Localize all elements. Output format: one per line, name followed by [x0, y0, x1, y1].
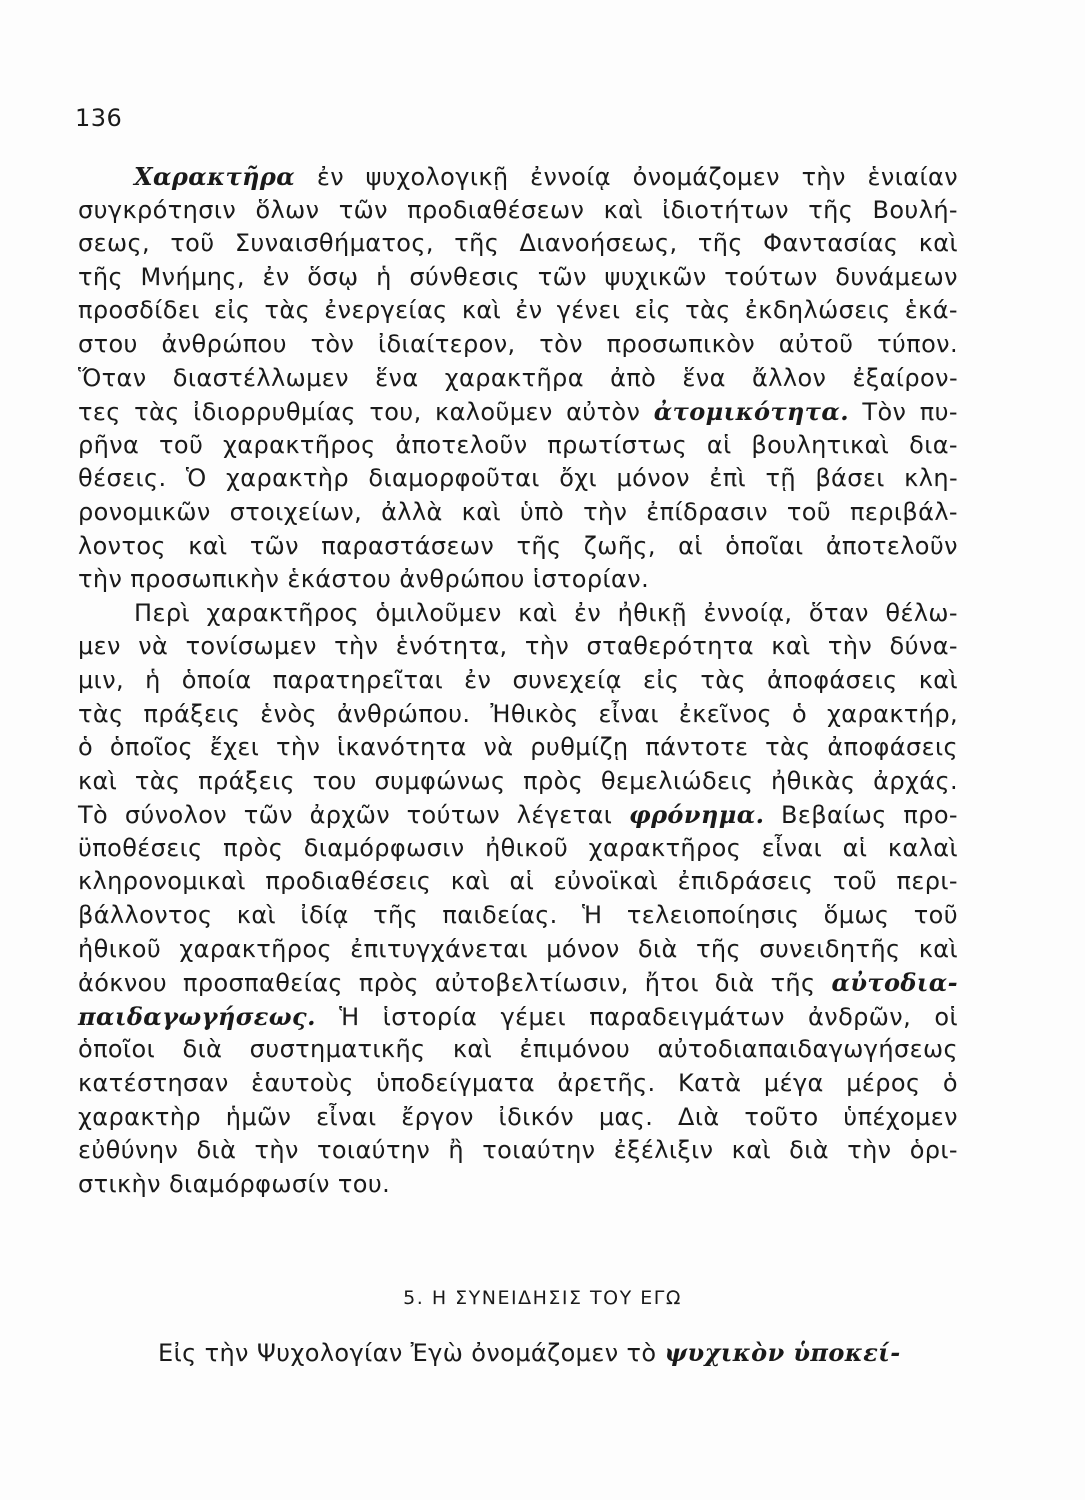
text-span: Εἰς τὴν Ψυχολογίαν Ἐγὼ ὀνομάζομεν τὸ [158, 1339, 665, 1367]
text-line [158, 1336, 930, 1370]
text-line [78, 798, 958, 832]
text-line: λοντος καὶ τῶν παραστάσεων τῆς ζωῆς, αἱ ὁποῖαι ἀποτελοῦν [78, 531, 958, 560]
text-line: θέσεις. Ὁ χαρακτὴρ διαμορφοῦται ὄχι μόνον ἐπὶ τῇ βάσει κλη- [78, 464, 958, 493]
main-text [78, 160, 958, 1201]
emphasized-term: φρόνημα. [628, 800, 765, 830]
text-line: τὴν προσωπικὴν ἑκάστου ἀνθρώπου ἱστορίαν. [78, 565, 650, 594]
text-line: προσδίδει εἰς τὰς ἐνεργείας καὶ ἐν γένει εἰς τὰς ἐκδηλώσεις ἑκά- [78, 296, 958, 325]
text-span: Ἡ ἱστορία γέμει παραδειγμάτων ἀνδρῶν, οἱ [315, 1002, 958, 1031]
text-line: Περὶ χαρακτῆρος ὁμιλοῦμεν καὶ ἐν ἠθικῇ ἐννοίᾳ, ὅταν θέλω- [134, 598, 958, 627]
text-line: τῆς Μνήμης, ἐν ὅσῳ ἡ σύνθεσις τῶν ψυχικῶν τούτων δυνάμεων [78, 262, 958, 291]
text-line: Ὅταν διαστέλλωμεν ἕνα χαρακτῆρα ἀπὸ ἕνα ἄλλον ἐξαίρον- [78, 363, 958, 392]
text-line: ϋποθέσεις πρὸς διαμόρφωσιν ἠθικοῦ χαρακτῆρος εἶναι αἱ καλαὶ [78, 833, 958, 862]
text-span: Βεβαίως προ- [764, 801, 958, 830]
text-line: συγκρότησιν ὅλων τῶν προδιαθέσεων καὶ ἰδιοτήτων τῆς Βουλή- [78, 195, 958, 224]
page-number: 136 [75, 104, 123, 132]
text-line: στου ἀνθρώπου τὸν ἰδιαίτερον, τὸν προσωπικὸν αὐτοῦ τύπον. [78, 329, 958, 358]
text-line [78, 966, 958, 1000]
text-line [78, 395, 958, 429]
text-line: ρονομικῶν στοιχείων, ἀλλὰ καὶ ὑπὸ τὴν ἐπίδρασιν τοῦ περιβάλ- [78, 497, 958, 526]
text-line: ὁποῖοι διὰ συστηματικῆς καὶ ἐπιμόνου αὐτοδιαπαιδαγωγήσεως [78, 1035, 958, 1064]
text-line: στικὴν διαμόρφωσίν του. [78, 1169, 391, 1198]
text-line: ὁ ὁποῖος ἔχει τὴν ἱκανότητα νὰ ρυθμίζῃ πάντοτε τὰς ἀποφάσεις [78, 733, 958, 762]
text-line [78, 160, 958, 194]
text-line: καὶ τὰς πράξεις του συμφώνως πρὸς θεμελιώδεις ἠθικὰς ἀρχάς. [78, 766, 958, 795]
text-line: βάλλοντος καὶ ἰδίᾳ τῆς παιδείας. Ἡ τελειοποίησις ὅμως τοῦ [78, 901, 958, 930]
text-line: εὐθύνην διὰ τὴν τοιαύτην ἢ τοιαύτην ἐξέλιξιν καὶ διὰ τὴν ὁρι- [78, 1136, 958, 1165]
text-line: ρῆνα τοῦ χαρακτῆρος ἀποτελοῦν πρωτίστως αἱ βουλητικαὶ δια- [78, 430, 958, 459]
paragraph-character-psychology [78, 160, 958, 597]
text-line: μεν νὰ τονίσωμεν τὴν ἑνότητα, τὴν σταθερότητα καὶ τὴν δύνα- [78, 632, 958, 661]
text-span: ἐν ψυχολογικῇ ἐννοίᾳ ὀνομάζομεν τὴν ἑνιαίαν [295, 163, 958, 191]
text-line: μιν, ἡ ὁποία παρατηρεῖται ἐν συνεχείᾳ εἰς τὰς ἀποφάσεις καὶ [78, 665, 958, 694]
text-span: Τὸ σύνολον τῶν ἀρχῶν τούτων λέγεται [78, 801, 629, 830]
emphasized-term: αὐτοδια- [831, 968, 958, 998]
text-line: σεως, τοῦ Συναισθήματος, τῆς Διανοήσεως, τῆς Φαντασίας καὶ [78, 229, 958, 258]
text-line [78, 1000, 958, 1034]
emphasized-term: ἀτομικότητα. [653, 397, 849, 427]
text-line: κατέστησαν ἑαυτοὺς ὑποδείγματα ἀρετῆς. Κατὰ μέγα μέρος ὁ [78, 1069, 958, 1098]
emphasized-term: ψυχικὸν ὑποκεί- [664, 1338, 901, 1367]
text-line: χαρακτὴρ ἡμῶν εἶναι ἔργον ἰδικόν μας. Διὰ τοῦτο ὑπέχομεν [78, 1102, 958, 1131]
text-line: ἠθικοῦ χαρακτῆρος ἐπιτυγχάνεται μόνον διὰ τῆς συνειδητῆς καὶ [78, 934, 958, 963]
text-line: κληρονομικαὶ προδιαθέσεις καὶ αἱ εὐνοϊκαὶ ἐπιδράσεις τοῦ περι- [78, 867, 958, 896]
paragraph-ego-consciousness [158, 1336, 930, 1370]
paragraph-character-ethics [78, 597, 958, 1202]
text-span: ἀόκνου προσπαθείας πρὸς αὐτοβελτίωσιν, ἤτοι διὰ τῆς [78, 969, 832, 998]
emphasized-term: Χαρακτῆρα [134, 162, 296, 191]
section-heading: 5. Η ΣΥΝΕΙΔΗΣΙΣ ΤΟΥ ΕΓΩ [403, 1287, 682, 1309]
text-span: Τὸν πυ- [848, 398, 958, 427]
emphasized-term: παιδαγωγήσεως. [78, 1001, 316, 1031]
text-span: τες τὰς ἰδιορρυθμίας του, καλοῦμεν αὐτὸν [78, 398, 654, 427]
text-line: τὰς πράξεις ἑνὸς ἀνθρώπου. Ἠθικὸς εἶναι ἐκεῖνος ὁ χαρακτήρ, [78, 699, 958, 728]
